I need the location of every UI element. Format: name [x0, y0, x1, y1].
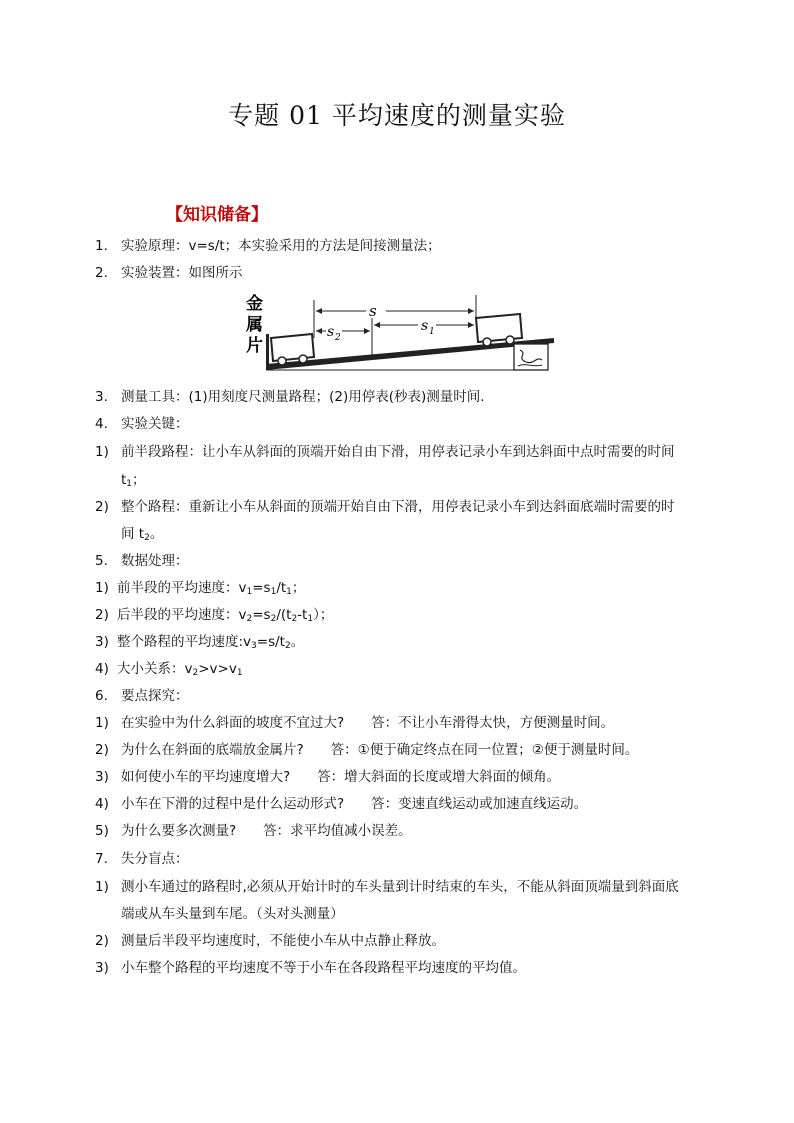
list-item-continuation: 间 $t_2$。 [121, 526, 164, 543]
list-item-continuation: $t_1$； [121, 472, 146, 489]
list-item: 2. 实验装置：如图所示 [95, 265, 243, 281]
list-item: 2) 整个路程：重新让小车从斜面的顶端开始自由下滑，用停表记录小车到达斜面底端时需要的时 [95, 499, 675, 515]
list-item: 7. 失分盲点： [95, 851, 189, 867]
list-item: 3) 如何使小车的平均速度增大? 答：增大斜面的长度或增大斜面的倾角。 [95, 769, 561, 785]
svg-text:属: 属 [246, 315, 263, 335]
list-item: 5) 为什么要多次测量? 答：求平均值减小误差。 [95, 823, 412, 839]
list-item: 5. 数据处理： [95, 553, 189, 569]
cart-bottom [271, 334, 314, 365]
s-label: s [369, 302, 377, 320]
section-heading: 【知识储备】 [166, 205, 268, 225]
list-item: 3) 整个路程的平均速度$:v_3=s/t_2$。 [95, 634, 305, 651]
metal-plate-label: 金 [246, 294, 263, 314]
list-item: 4) 大小关系：$v_2>v>v_1$ [95, 661, 243, 678]
page-title: 专题 01 平均速度的测量实验 [228, 101, 566, 130]
list-item: 3) 小车整个路程的平均速度不等于小车在各段路程平均速度的平均值。 [95, 960, 526, 976]
metal-plate [266, 334, 269, 364]
s1-label: s [421, 318, 429, 334]
apparatus-figure [236, 290, 556, 380]
list-item: 4) 小车在下滑的过程中是什么运动形式? 答：变速直线运动或加速直线运动。 [95, 796, 588, 812]
cart-top [476, 314, 522, 346]
list-item-continuation: 端或从车头量到车尾。（头对头测量） [121, 906, 344, 922]
list-item: 1) 测小车通过的路程时,必须从开始计时的车头量到计时结束的车头，不能从斜面顶端量到斜面底 [95, 879, 679, 895]
list-item: 2) 测量后半段平均速度时，不能使小车从中点静止释放。 [95, 933, 445, 949]
list-item: 1) 前半段的平均速度：$v_1=s_1/t_1$； [95, 580, 306, 597]
svg-text:2: 2 [335, 333, 341, 343]
svg-text:片: 片 [246, 336, 263, 356]
list-item: 1) 前半段路程：让小车从斜面的顶端开始自由下滑，用停表记录小车到达斜面中点时需要的时间 [95, 444, 675, 460]
support-block [514, 344, 548, 370]
list-item: 2) 为什么在斜面的底端放金属片? 答：①便于确定终点在同一位置；②便于测量时间。 [95, 742, 639, 758]
list-item: 3. 测量工具：(1)用刻度尺测量路程；(2)用停表(秒表)测量时间. [95, 389, 485, 405]
list-item: 4. 实验关键： [95, 416, 189, 432]
s2-label: s [327, 324, 335, 340]
list-item: 6. 要点探究： [95, 688, 189, 704]
svg-text:1: 1 [429, 327, 435, 337]
list-item: 2) 后半段的平均速度：$v_2=s_2/(t_2-t_1)$； [95, 607, 334, 624]
list-item: 1. 实验原理：v=s/t；本实验采用的方法是间接测量法； [95, 238, 441, 254]
list-item: 1) 在实验中为什么斜面的坡度不宜过大? 答：不让小车滑得太快，方便测量时间。 [95, 715, 615, 731]
